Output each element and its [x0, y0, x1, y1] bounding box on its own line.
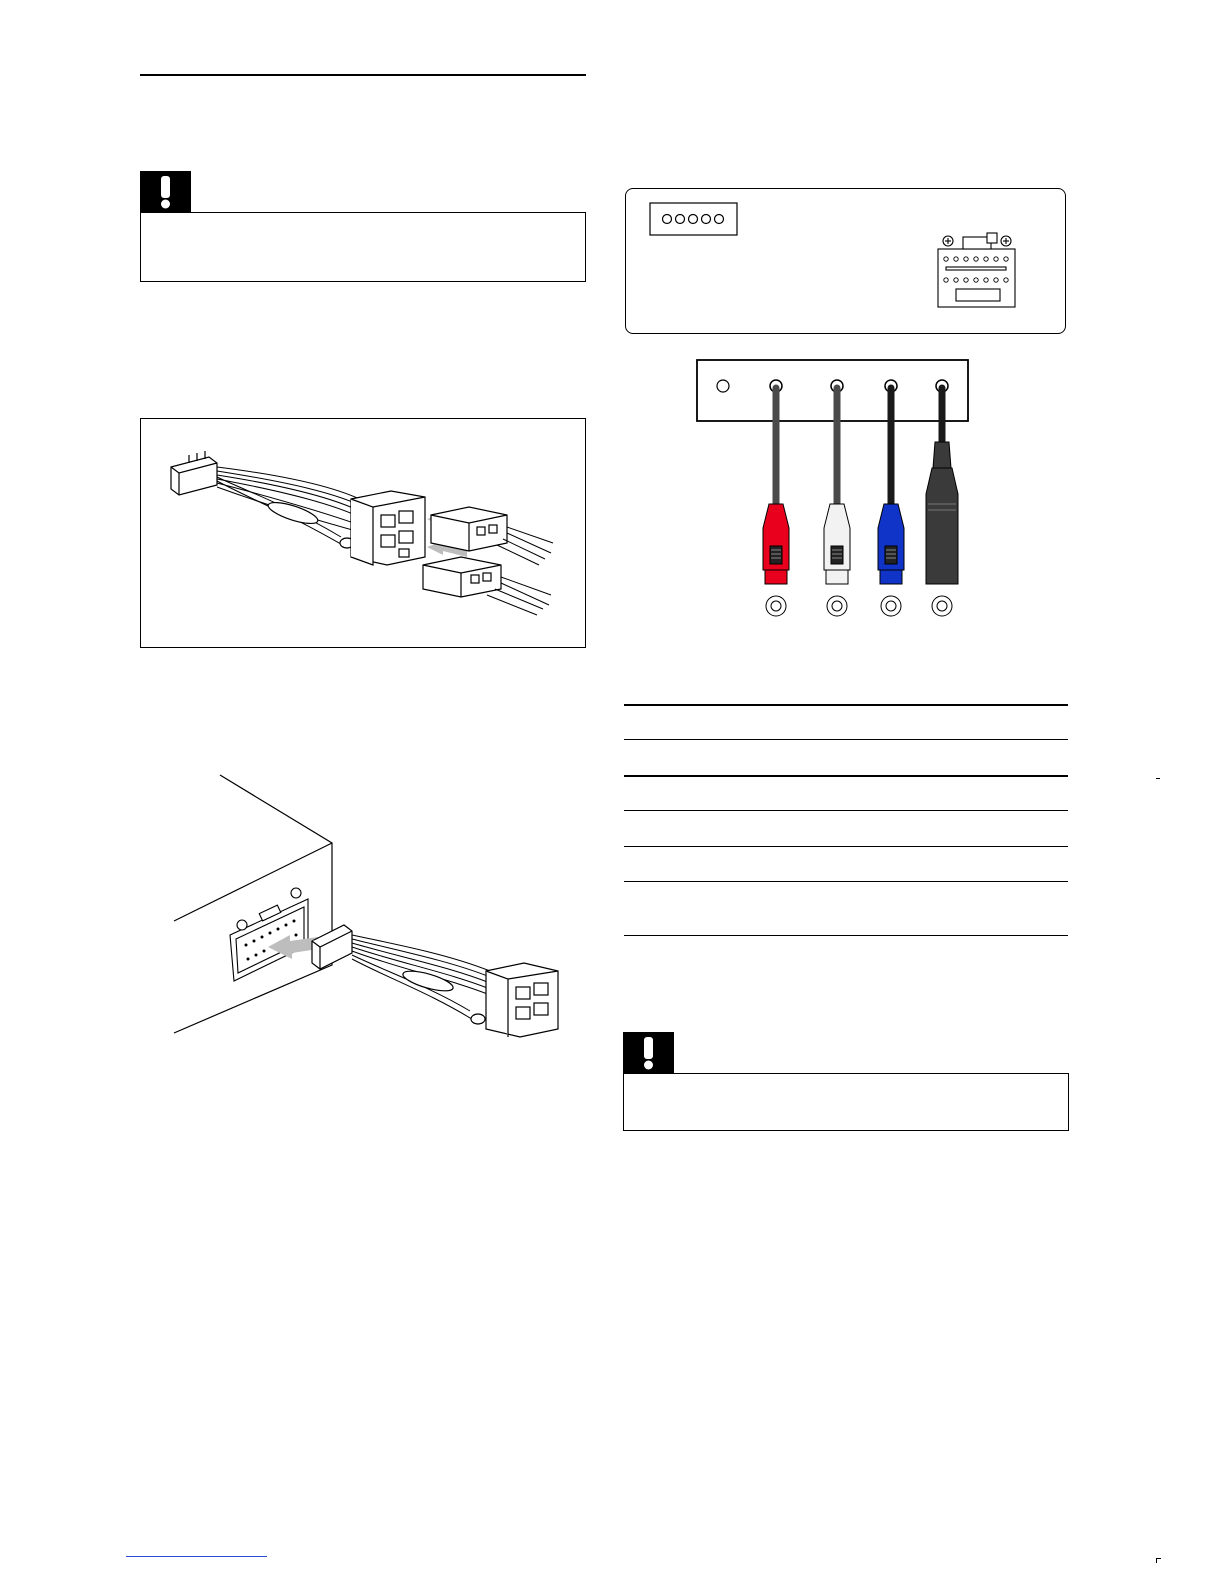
- harness-adapter-figure: [140, 418, 586, 648]
- table-row: [624, 881, 1068, 882]
- rca-cable-illustration: [696, 358, 976, 622]
- wiring-harness-illustration: [141, 419, 585, 647]
- table-row: [624, 810, 1068, 811]
- table-row: [624, 775, 1068, 777]
- caution-box-left: [140, 212, 586, 282]
- caution-badge-right: [623, 1032, 674, 1074]
- exclamation-icon: [140, 171, 191, 213]
- rear-panel-figure: [625, 188, 1066, 334]
- caution-badge-left: [140, 171, 191, 213]
- table-row: [624, 739, 1068, 740]
- table-row: [624, 846, 1068, 847]
- margin-mark: [1156, 778, 1160, 779]
- rear-panel-diagram: [626, 189, 1065, 333]
- section-rule: [140, 74, 586, 76]
- rear-panel-connector-illustration: [170, 775, 590, 1045]
- table-bottom-rule: [624, 935, 1068, 936]
- table-top-rule: [624, 704, 1068, 706]
- exclamation-icon: [623, 1032, 674, 1074]
- corner-mark: [1156, 1558, 1161, 1563]
- caution-box-right: [623, 1073, 1069, 1131]
- footer-link[interactable]: [126, 1556, 267, 1557]
